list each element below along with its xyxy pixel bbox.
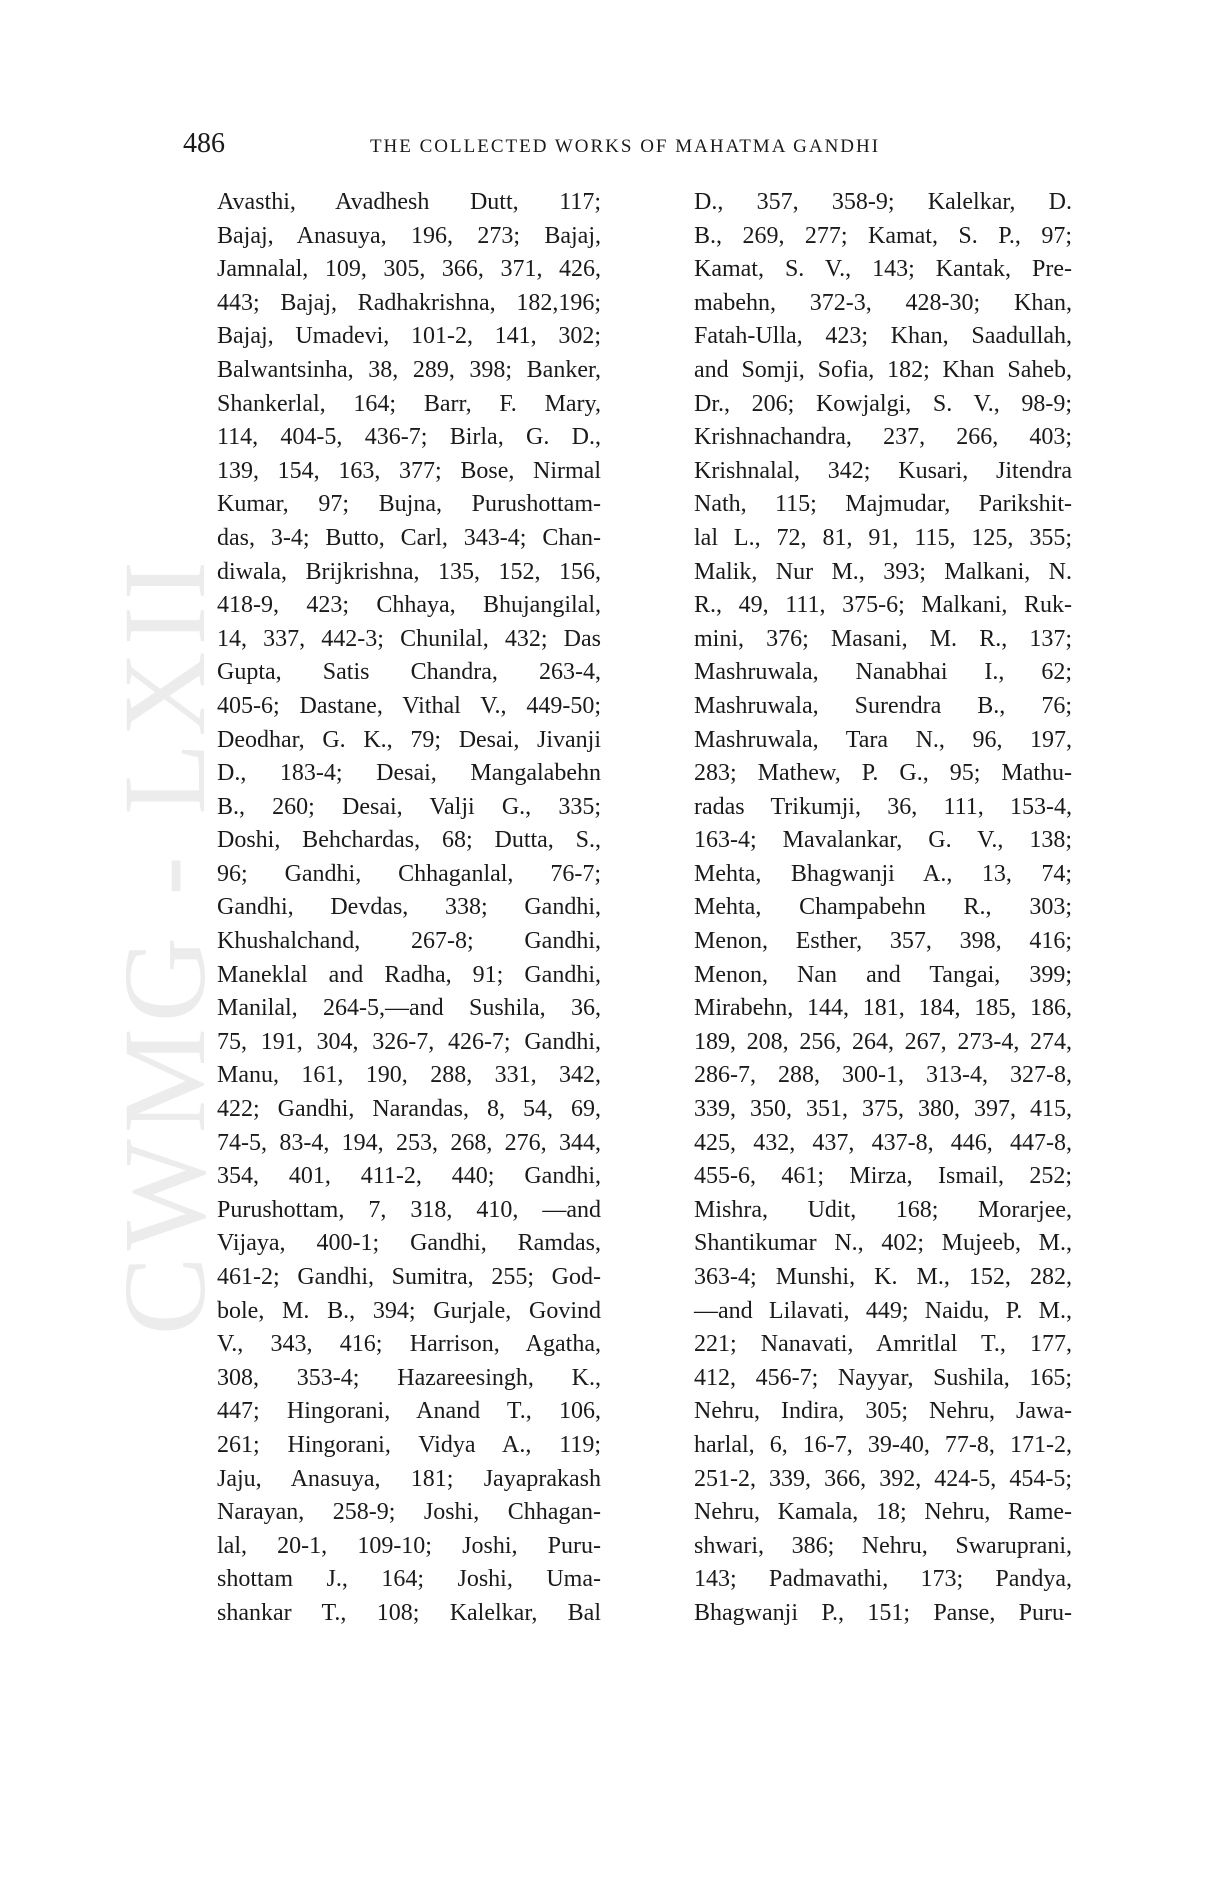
index-line: harlal, 6, 16-7, 39-40, 77-8, 171-2, [694,1431,1072,1458]
index-line: Bhagwanji P., 151; Panse, Puru- [694,1599,1072,1626]
index-line: Doshi, Behchardas, 68; Dutta, S., [217,827,601,854]
index-line: 74-5, 83-4, 194, 253, 268, 276, 344, [217,1129,601,1156]
index-line: Kamat, S. V., 143; Kantak, Pre- [694,256,1072,283]
index-line: 139, 154, 163, 377; Bose, Nirmal [217,457,601,484]
index-line: Dr., 206; Kowjalgi, S. V., 98-9; [694,390,1072,417]
index-line: Mishra, Udit, 168; Morarjee, [694,1196,1072,1223]
index-line: Fatah-Ulla, 423; Khan, Saadullah, [694,323,1072,350]
index-line: Nehru, Indira, 305; Nehru, Jawa- [694,1398,1072,1425]
index-line: Manu, 161, 190, 288, 331, 342, [217,1062,601,1089]
index-line: Purushottam, 7, 318, 410, —and [217,1196,601,1223]
index-line: Avasthi, Avadhesh Dutt, 117; [217,189,601,215]
index-line: shwari, 386; Nehru, Swaruprani, [694,1532,1072,1559]
index-line: Jaju, Anasuya, 181; Jayaprakash [217,1465,601,1492]
page-number: 486 [183,128,225,159]
index-line: Krishnachandra, 237, 266, 403; [694,424,1072,451]
index-line: diwala, Brijkrishna, 135, 152, 156, [217,558,601,585]
index-line: 418-9, 423; Chhaya, Bhujangilal, [217,592,601,619]
index-line: radas Trikumji, 36, 111, 153-4, [694,793,1072,820]
index-line: Bajaj, Anasuya, 196, 273; Bajaj, [217,222,601,249]
index-line: 405-6; Dastane, Vithal V., 449-50; [217,692,601,719]
index-line: Malik, Nur M., 393; Malkani, N. [694,558,1072,585]
index-line: 447; Hingorani, Anand T., 106, [217,1398,601,1425]
index-line: 189, 208, 256, 264, 267, 273-4, 274, [694,1028,1072,1055]
index-line: shottam J., 164; Joshi, Uma- [217,1566,601,1593]
index-line: Balwantsinha, 38, 289, 398; Banker, [217,356,601,383]
index-line: Vijaya, 400-1; Gandhi, Ramdas, [217,1230,601,1257]
index-line: V., 343, 416; Harrison, Agatha, [217,1331,601,1358]
index-line: das, 3-4; Butto, Carl, 343-4; Chan- [217,524,601,551]
index-line: 354, 401, 411-2, 440; Gandhi, [217,1163,601,1190]
index-line: 425, 432, 437, 437-8, 446, 447-8, [694,1129,1072,1156]
index-line: Shankerlal, 164; Barr, F. Mary, [217,390,601,417]
index-line: 412, 456-7; Nayyar, Sushila, 165; [694,1364,1072,1391]
index-line: B., 260; Desai, Valji G., 335; [217,793,601,820]
running-header: THE COLLECTED WORKS OF MAHATMA GANDHI [369,136,881,157]
index-line: 75, 191, 304, 326-7, 426-7; Gandhi, [217,1028,601,1055]
index-line: lal, 20-1, 109-10; Joshi, Puru- [217,1532,601,1559]
index-line: B., 269, 277; Kamat, S. P., 97; [694,222,1072,249]
index-line: —and Lilavati, 449; Naidu, P. M., [694,1297,1072,1324]
index-line: 363-4; Munshi, K. M., 152, 282, [694,1264,1072,1290]
index-line: 261; Hingorani, Vidya A., 119; [217,1431,601,1458]
index-line: and Somji, Sofia, 182; Khan Saheb, [694,356,1072,383]
index-line: R., 49, 111, 375-6; Malkani, Ruk- [694,592,1072,619]
index-line: 286-7, 288, 300-1, 313-4, 327-8, [694,1062,1072,1089]
index-line: Gandhi, Devdas, 338; Gandhi, [217,894,601,921]
index-line: Mehta, Champabehn R., 303; [694,894,1072,921]
index-line: Mirabehn, 144, 181, 184, 185, 186, [694,995,1072,1022]
index-line: Deodhar, G. K., 79; Desai, Jivanji [217,726,601,753]
index-line: Menon, Esther, 357, 398, 416; [694,928,1072,955]
index-line: 461-2; Gandhi, Sumitra, 255; God- [217,1264,601,1290]
index-line: 163-4; Mavalankar, G. V., 138; [694,827,1072,854]
index-line: Khushalchand, 267-8; Gandhi, [217,928,601,955]
index-line: Mashruwala, Nanabhai I., 62; [694,659,1072,686]
index-line: Narayan, 258-9; Joshi, Chhagan- [217,1499,601,1526]
index-line: 221; Nanavati, Amritlal T., 177, [694,1331,1072,1358]
index-line: Mashruwala, Surendra B., 76; [694,692,1072,719]
index-line: lal L., 72, 81, 91, 115, 125, 355; [694,524,1072,551]
index-line: 308, 353-4; Hazareesingh, K., [217,1364,601,1391]
index-line: 339, 350, 351, 375, 380, 397, 415, [694,1096,1072,1123]
index-line: 443; Bajaj, Radhakrishna, 182,196; [217,289,601,316]
index-line: 14, 337, 442-3; Chunilal, 432; Das [217,625,601,652]
index-line: Mashruwala, Tara N., 96, 197, [694,726,1072,753]
index-line: 283; Mathew, P. G., 95; Mathu- [694,760,1072,787]
index-line: mini, 376; Masani, M. R., 137; [694,625,1072,652]
index-line: 422; Gandhi, Narandas, 8, 54, 69, [217,1096,601,1123]
index-line: 251-2, 339, 366, 392, 424-5, 454-5; [694,1465,1072,1492]
index-column-right [694,186,1072,1631]
index-line: Mehta, Bhagwanji A., 13, 74; [694,860,1072,887]
index-line: Manilal, 264-5,—and Sushila, 36, [217,995,601,1022]
index-line: 114, 404-5, 436-7; Birla, G. D., [217,424,601,451]
watermark: CWMG - LXII [99,554,230,1336]
index-line: shankar T., 108; Kalelkar, Bal [217,1599,601,1626]
index-line: Krishnalal, 342; Kusari, Jitendra [694,457,1072,484]
index-line: 96; Gandhi, Chhaganlal, 76-7; [217,860,601,887]
index-line: 455-6, 461; Mirza, Ismail, 252; [694,1163,1072,1190]
index-line: Gupta, Satis Chandra, 263-4, [217,659,601,686]
index-line: mabehn, 372-3, 428-30; Khan, [694,289,1072,316]
index-line: Kumar, 97; Bujna, Purushottam- [217,491,601,518]
index-line: Bajaj, Umadevi, 101-2, 141, 302; [217,323,601,350]
index-line: Nath, 115; Majmudar, Parikshit- [694,491,1072,518]
index-line: bole, M. B., 394; Gurjale, Govind [217,1297,601,1324]
index-line: 143; Padmavathi, 173; Pandya, [694,1566,1072,1593]
index-line: D., 357, 358-9; Kalelkar, D. [694,189,1072,215]
index-line: Shantikumar N., 402; Mujeeb, M., [694,1230,1072,1257]
index-line: Nehru, Kamala, 18; Nehru, Rame- [694,1499,1072,1526]
index-line: Menon, Nan and Tangai, 399; [694,961,1072,988]
index-line: D., 183-4; Desai, Mangalabehn [217,760,601,787]
index-column-left [217,186,601,1631]
index-line: Jamnalal, 109, 305, 366, 371, 426, [217,256,601,283]
index-line: Maneklal and Radha, 91; Gandhi, [217,961,601,988]
